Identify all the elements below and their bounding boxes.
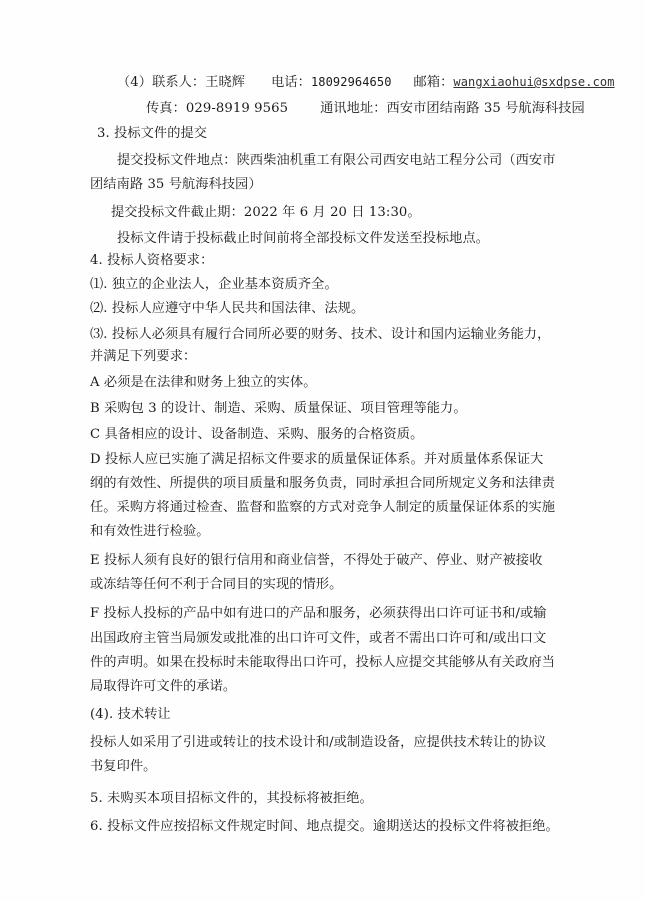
phone-label: 电话： bbox=[271, 75, 311, 90]
requirement-e-cont: 或冻结等任何不利于合同目的实现的情形。 bbox=[90, 577, 343, 592]
qualification-item-2: ⑵. 投标人应遵守中华人民共和国法律、法规。 bbox=[90, 301, 365, 316]
submission-deadline: 提交投标文件截止期：2022 年 6 月 20 日 13:30。 bbox=[111, 205, 421, 220]
phone-number: 18092964650 bbox=[310, 75, 392, 89]
contact-line bbox=[117, 73, 615, 92]
email-label: 邮箱： bbox=[413, 75, 454, 90]
qualification-item-1: ⑴. 独立的企业法人，企业基本资质齐全。 bbox=[90, 277, 338, 292]
mailing-address: 通讯地址：西安市团结南路 35 号航海科技园 bbox=[320, 101, 585, 116]
fax-line bbox=[146, 100, 585, 118]
contact-person: （4）联系人：王晓辉 bbox=[117, 75, 246, 90]
requirement-d: D 投标人应已实施了满足招标文件要求的质量保证体系。并对质量体系保证大 bbox=[90, 452, 544, 467]
requirement-f-cont-3: 局取得许可文件的承诺。 bbox=[90, 679, 237, 694]
technology-transfer-title: (4). 技术转让 bbox=[90, 707, 171, 722]
requirement-e: E 投标人须有良好的银行信用和商业信誉，不得处于破产、停业、财产被接收 bbox=[90, 553, 543, 568]
submission-location: 提交投标文件地点：陕西柴油机重工有限公司西安电站工程分公司（西安市 bbox=[117, 153, 556, 168]
section-6: 6. 投标文件应按招标文件规定时间、地点提交。逾期送达的投标文件将被拒绝。 bbox=[90, 819, 559, 834]
submission-note: 投标文件请于投标截止时间前将全部投标文件发送至投标地点。 bbox=[117, 231, 490, 246]
requirement-d-cont-1: 纲的有效性、所提供的项目质量和服务负责，同时承担合同所规定义务和法律责 bbox=[90, 476, 556, 491]
qualification-item-3-cont: 并满足下列要求： bbox=[90, 349, 197, 364]
requirement-b: B 采购包 3 的设计、制造、采购、质量保证、项目管理等能力。 bbox=[90, 401, 467, 416]
email-link[interactable]: wangxiaohui@sxdpse.com bbox=[453, 75, 615, 89]
technology-transfer-text: 投标人如采用了引进或转让的技术设计和/或制造设备，应提供技术转让的协议 bbox=[90, 735, 547, 750]
qualification-item-3: ⑶. 投标人必须具有履行合同所必要的财务、技术、设计和国内运输业务能力， bbox=[90, 327, 551, 342]
section-4-title: 4. 投标人资格要求： bbox=[90, 253, 214, 268]
requirement-a: A 必须是在法律和财务上独立的实体。 bbox=[90, 375, 317, 390]
fax-number: 传真：029-8919 9565 bbox=[146, 101, 289, 116]
section-3-title: 3. 投标文件的提交 bbox=[97, 126, 208, 141]
requirement-f-cont-2: 件的声明。如果在投标时未能取得出口许可，投标人应提交其能够从有关政府当 bbox=[90, 655, 556, 670]
requirement-f-cont-1: 出国政府主管当局颁发或批准的出口许可文件，或者不需出口许可和/或出口文 bbox=[90, 631, 547, 646]
submission-location-cont: 团结南路 35 号航海科技园） bbox=[90, 177, 262, 192]
technology-transfer-text-cont: 书复印件。 bbox=[90, 759, 157, 774]
section-5: 5. 未购买本项目招标文件的，其投标将被拒绝。 bbox=[90, 791, 373, 806]
requirement-f: F 投标人投标的产品中如有进口的产品和服务，必须获得出口许可证书和/或输 bbox=[90, 606, 547, 621]
requirement-d-cont-2: 任。采购方将通过检查、监督和监察的方式对竞争人制定的质量保证体系的实施 bbox=[90, 500, 556, 515]
requirement-c: C 具备相应的设计、设备制造、采购、服务的合格资质。 bbox=[90, 427, 424, 442]
requirement-d-cont-3: 和有效性进行检验。 bbox=[90, 524, 210, 539]
